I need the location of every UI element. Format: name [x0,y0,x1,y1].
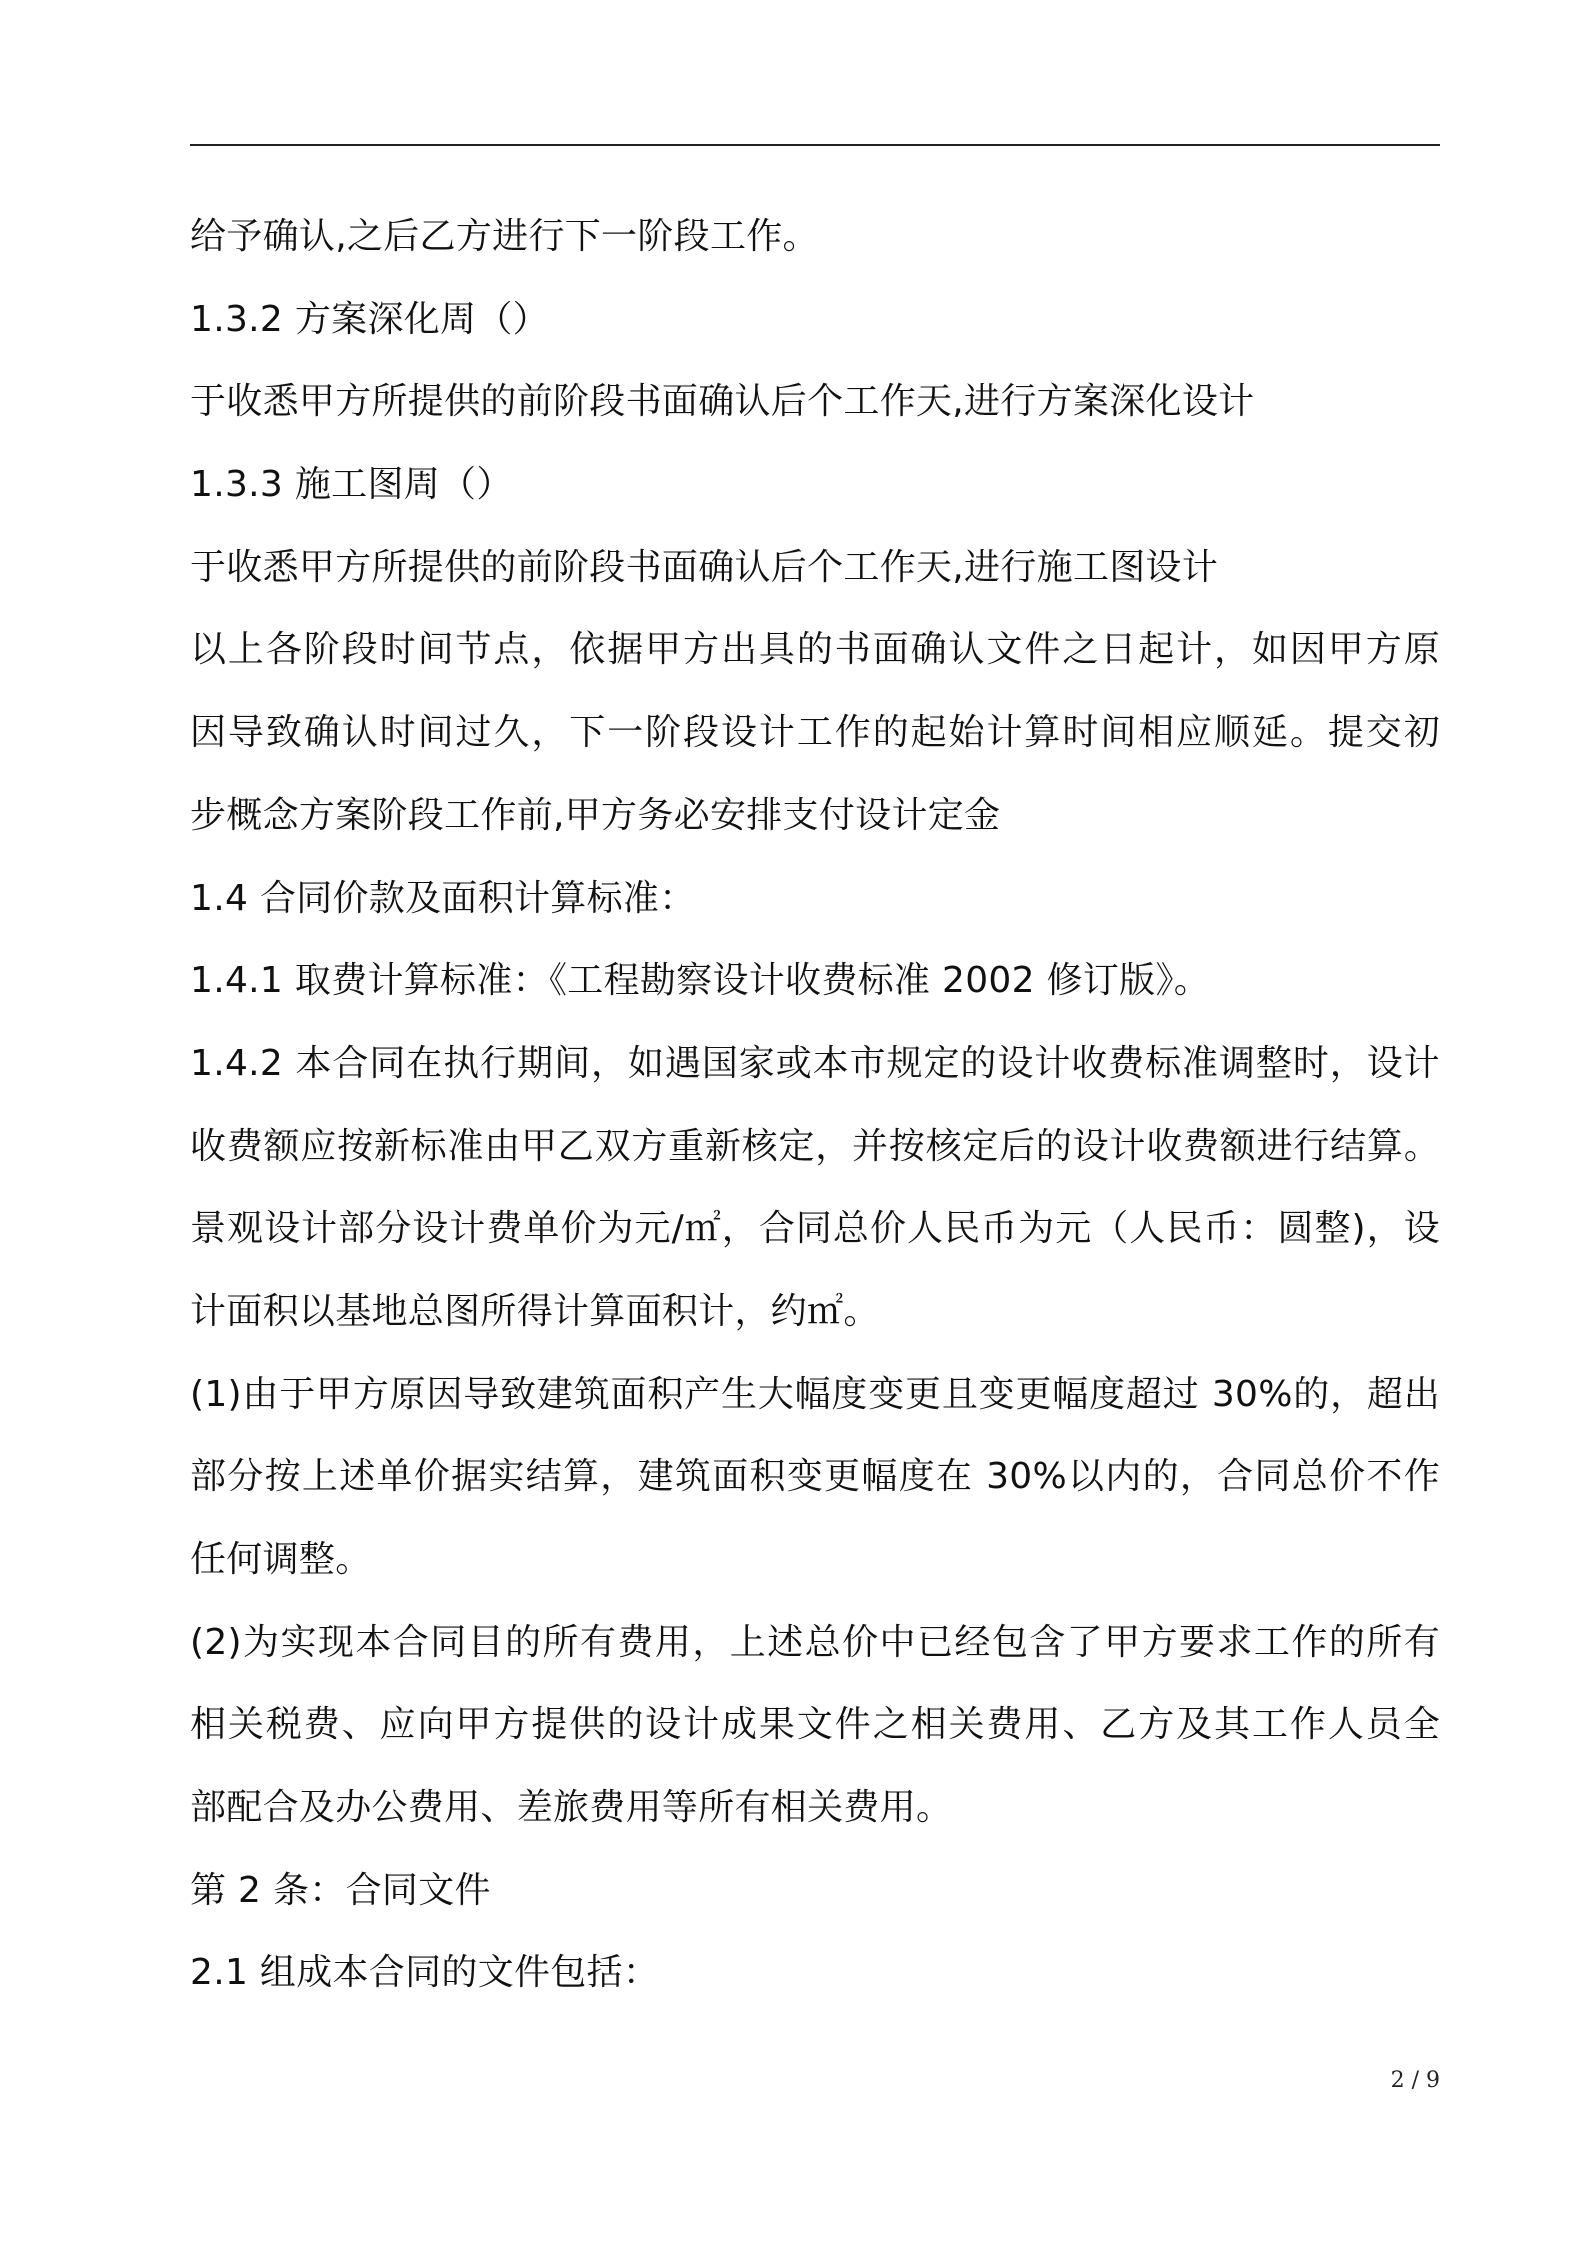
document-body [190,196,1440,2015]
paragraph-line: 于收悉甲方所提供的前阶段书面确认后个工作天,进行方案深化设计 [190,381,1255,423]
paragraph-line: 收费额应按新标准由甲乙双方重新核定，并按核定后的设计收费额进行结算。 [190,1125,1440,1167]
section-heading: 1.4 合同价款及面积计算标准： [190,877,696,919]
paragraph-line: 部配合及办公费用、差旅费用等所有相关费用。 [190,1787,953,1829]
paragraph-line: (2)为实现本合同目的所有费用，上述总价中已经包含了甲方要求工作的所有 [190,1621,1440,1663]
section-heading: 2.1 组成本合同的文件包括： [190,1952,660,1994]
article-heading: 第 2 条：合同文件 [190,1869,491,1911]
section-heading: 1.3.3 施工图周（） [190,464,513,506]
paragraph-line: 给予确认,之后乙方进行下一阶段工作。 [190,216,819,257]
page-number: 2 / 9 [1390,2068,1440,2093]
section-heading: 1.3.2 方案深化周（） [190,298,549,340]
paragraph-line: 计面积以基地总图所得计算面积计，约㎡。 [190,1290,880,1332]
paragraph-line: 景观设计部分设计费单价为元/㎡，合同总价人民币为元（人民币：圆整)，设 [190,1208,1440,1250]
paragraph-line: 相关税费、应向甲方提供的设计成果文件之相关费用、乙方及其工作人员全 [190,1704,1440,1746]
paragraph-line: 1.4.1 取费计算标准：《工程勘察设计收费标准 2002 修订版》。 [190,960,1211,1002]
paragraph-line: 1.4.2 本合同在执行期间，如遇国家或本市规定的设计收费标准调整时，设计 [190,1042,1440,1084]
paragraph-line: 以上各阶段时间节点，依据甲方出具的书面确认文件之日起计，如因甲方原 [190,629,1440,671]
paragraph-line: 于收悉甲方所提供的前阶段书面确认后个工作天,进行施工图设计 [190,546,1219,588]
paragraph-line: 任何调整。 [190,1539,372,1580]
paragraph-line: 因导致确认时间过久，下一阶段设计工作的起始计算时间相应顺延。提交初 [190,712,1440,754]
paragraph-line: (1)由于甲方原因导致建筑面积产生大幅度变更且变更幅度超过 30%的，超出 [190,1373,1440,1415]
paragraph-line: 部分按上述单价据实结算，建筑面积变更幅度在 30%以内的，合同总价不作 [190,1456,1440,1498]
header-rule [190,144,1440,146]
paragraph-line: 步概念方案阶段工作前,甲方务必安排支付设计定金 [190,794,1001,836]
